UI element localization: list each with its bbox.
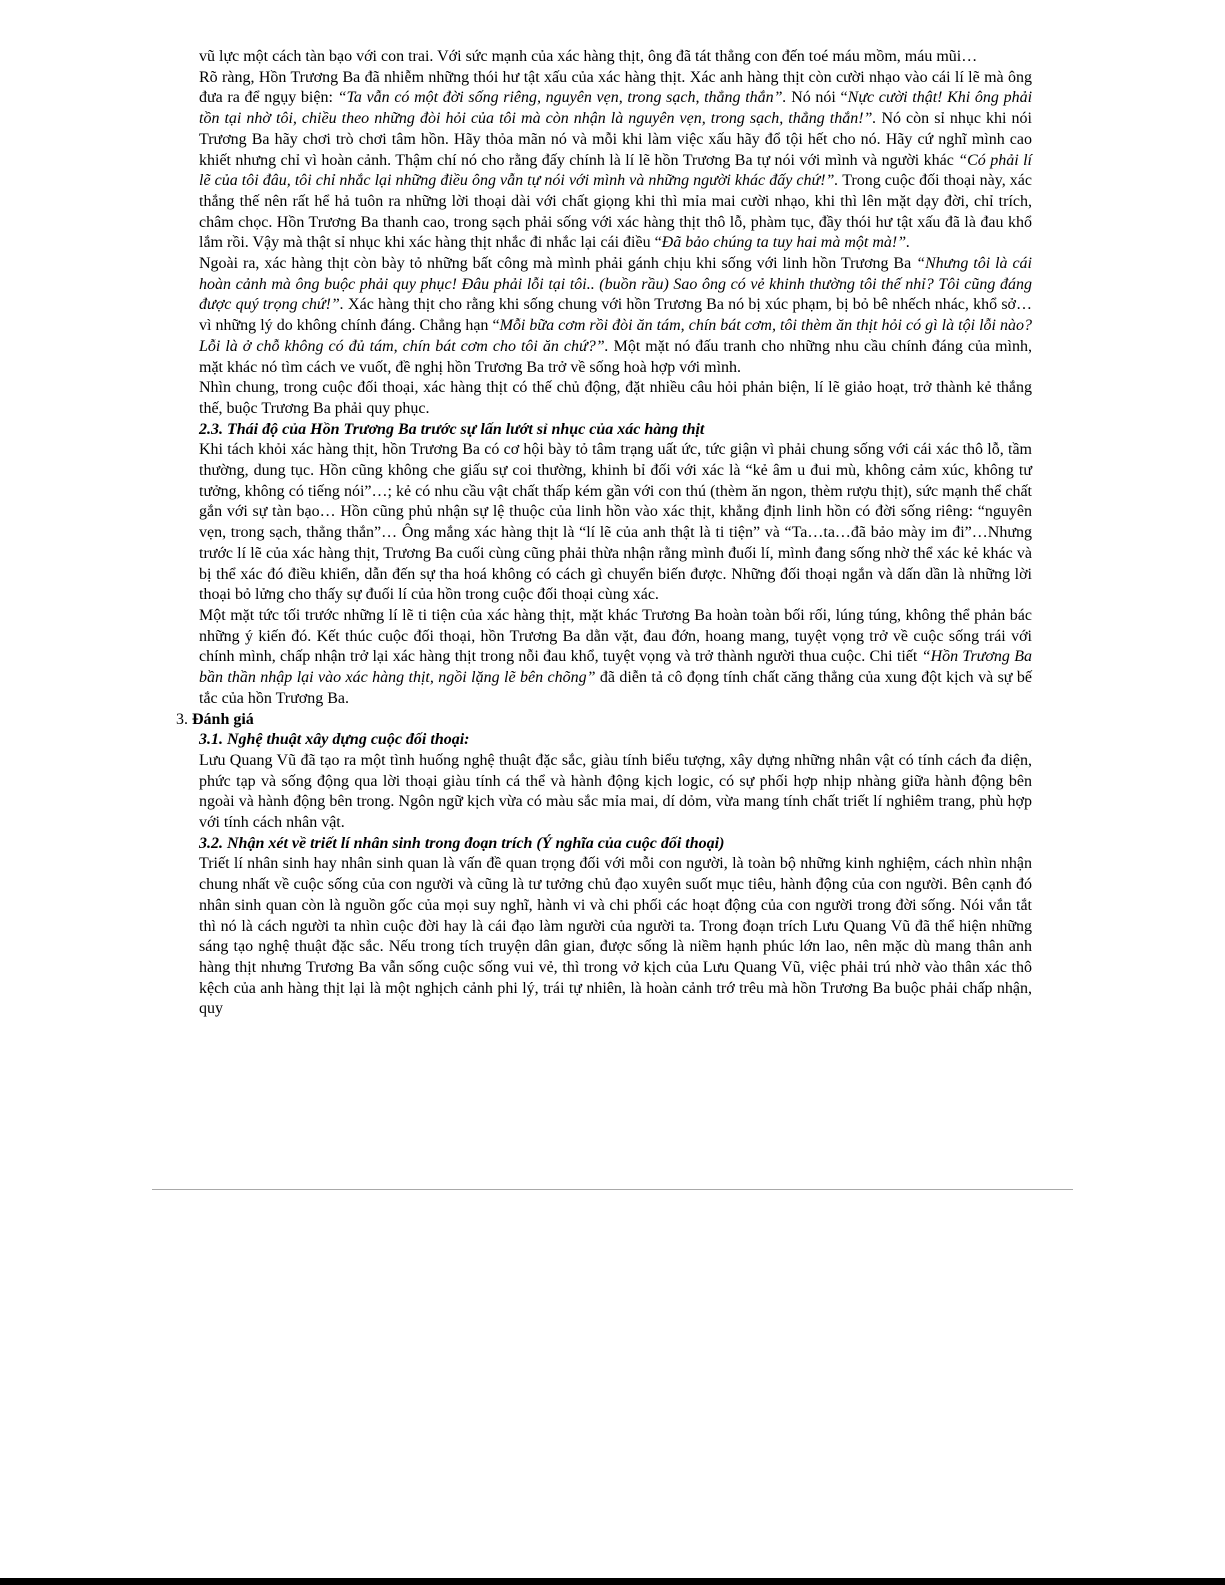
page-separator: [152, 1189, 1073, 1190]
text-run: đã diễn tả cô đọng tính chất căng thẳng của xung đột kịch và sự bế tắc của hồn Trương Ba.: [199, 669, 1032, 707]
text-run: Nhìn chung, trong cuộc đối thoại, xác hàng thịt có thế chủ động, đặt nhiều câu hỏi phản biện, lí lẽ giảo hoạt, trở thành kẻ thắng thế, buộc Trương Ba phải quy phục.: [199, 379, 1032, 417]
text-run: Nó còn sỉ nhục khi nói Trương Ba hãy chơi trò chơi tâm hồn. Hãy thỏa mãn nó và mỗi khi làm việc xấu hãy đổ tội hết cho nó. Hãy cứ nghĩ mình cao khiết nhưng chỉ vì hoàn cảnh. Thậm chí nó cho rằng đấy chính là lí lẽ hồn Trương Ba tự nói với mình và người khác: [199, 110, 1032, 169]
text-run: Lưu Quang Vũ đã tạo ra một tình huống nghệ thuật đặc sắc, giàu tính biểu tượng, xây dựng những nhân vật có tính cách đa diện, phức tạp và sống động qua lời thoại giàu tính cá thể và hành động kịch logic, có sự phối hợp nhịp nhàng giữa hành động bên ngoài và hành động bên trong. Ngôn ngữ kịch vừa có màu sắc mỉa mai, dí dỏm, vừa mang tính chất triết lí nghiêm trang, phù hợp với tính cách nhân vật.: [199, 751, 1032, 832]
document-body: [176, 47, 1033, 1020]
paragraph-violence: [199, 47, 1032, 68]
quote-run: Đã bảo chúng ta tuy hai mà một mà!”.: [661, 234, 911, 252]
quote-run: “Hồn Trương Ba bần thần nhập lại vào xác hàng thịt, ngồi lặng lẽ bên chõng”: [199, 648, 1033, 687]
paragraph-corruption: [199, 68, 1032, 254]
heading-3-1: 3.1. Nghệ thuật xây dựng cuộc đối thoại:: [199, 731, 470, 749]
text-run: Triết lí nhân sinh hay nhân sinh quan là vấn đề quan trọng đối với mỗi con người, là toàn bộ những kinh nghiệm, cách nhìn nhận chung nhất về cuộc sống của con người và cũng là tư tưởng chủ đạo xuyên suốt mục tiêu, hành động của con người. Bên cạnh đó nhân sinh quan còn là nguồn gốc của mọi suy nghĩ, hành vi và chi phối các hoạt động của con người trong đời sống. Nói vắn tắt thì nó là cách người ta nhìn cuộc đời hay là cái đạo làm người của người ta. Trong đoạn trích Lưu Quang Vũ đã thể hiện những sáng tạo nghệ thuật đặc sắc. Nếu trong tích truyện dân gian, được sống là niềm hạnh phúc lớn lao, nên mặc dù mang thân anh hàng thịt nhưng Trương Ba vẫn sống cuộc sống vui vẻ, thì trong vở kịch của Lưu Quang Vũ, việc phải trú nhờ vào thân xác thô kệch của anh hàng thịt lại là một nghịch cảnh phi lý, trái tự nhiên, là hoàn cảnh trớ trêu mà hồn Trương Ba buộc phải chấp nhận, quy: [199, 855, 1032, 1018]
quote-run: Mỗi bữa cơm rồi đòi ăn tám, chín bát cơm, tôi thèm ăn thịt hỏi có gì là tội lỗi nào? Lỗi là ở chỗ không có đủ tám, chín bát cơm cho tôi ăn chứ?”.: [199, 317, 1033, 355]
heading-text: Đánh giá: [192, 710, 254, 728]
paragraph-injustice: [199, 254, 1032, 378]
quote-run: “Ta vẫn có một đời sống riêng, nguyên vẹn, trong sạch, thẳng thắn”.: [337, 89, 787, 107]
text-run: Một mặt nó đấu tranh cho những nhu cầu chính đáng của mình, mặt khác nó tìm cách ve vuốt, đề nghị hồn Trương Ba trở về sống hoà hợp với mình.: [199, 337, 1032, 376]
text-run: Nó nói “: [786, 89, 848, 107]
text-run: Ngoài ra, xác hàng thịt còn bày tỏ những bất công mà mình phải gánh chịu khi sống với linh hồn Trương Ba: [199, 255, 917, 273]
text-run: Khi tách khỏi xác hàng thịt, hồn Trương Ba có cơ hội bày tỏ tâm trạng uất ức, tức giận vì phải chung sống với cái xác thô lỗ, tầm thường, dung tục. Hồn cũng không che giấu sự coi thường, khinh bỉ đối với xác là “kẻ âm u đui mù, không cảm xúc, không tư tưởng, không có tiếng nói”…; kẻ có nhu cầu vật chất thấp kém gần với con thú (thèm ăn ngon, thèm rượu thịt), sức mạnh thể chất gắn với sự tàn bạo… Hồn cũng phủ nhận sự lệ thuộc của linh hồn vào xác thịt, khẳng định linh hồn có đời sống riêng: “nguyên vẹn, trong sạch, thẳng thắn”… Ông mắng xác hàng thịt là “lí lẽ của anh thật là ti tiện” và “Ta…ta…đã bảo mày im đi”…Nhưng trước lí lẽ của xác hàng thịt, Trương Ba cuối cùng cũng phải thừa nhận rằng mình đuối lí, mình đang sống nhờ thể xác kẻ khác và bị thể xác đó điều khiển, dẫn đến sự tha hoá không có cách gì chuyển biến được. Những đối thoại ngắn và dấn dần là những lời thoại bỏ lửng cho thấy sự đuối lí của hồn trong cuộc đối thoại cùng xác.: [199, 441, 1032, 604]
quote-run: Nực cười thật! Khi ông phải tồn tại nhờ tôi, chiều theo những đòi hỏi của tôi mà còn nhận là nguyên vẹn, trong sạch, thẳng thắn!”.: [199, 89, 1033, 128]
paragraph-philosophy: [199, 854, 1032, 1020]
paragraph-soul-attitude: [199, 440, 1032, 606]
quote-run: “Có phải lí lẽ của tôi đâu, tôi chỉ nhắc lại những điều ông vẫn tự nói với mình và những người khác đấy chứ!”.: [199, 151, 1032, 190]
bottom-edge-bar: [0, 1578, 1225, 1585]
text-run: vũ lực một cách tàn bạo với con trai. Với sức mạnh của xác hàng thịt, ông đã tát thẳng con đến toé máu mồm, máu mũi…: [199, 48, 978, 65]
paragraph-defeat: [199, 606, 1032, 710]
heading-3: [176, 710, 1032, 731]
text-run: Xác hàng thịt cho rằng khi sống chung với hồn Trương Ba nó bị xúc phạm, bị bỏ bê nhếch nhác, khổ sở…vì những lý do không chính đáng. Chẳng hạn “: [199, 296, 1033, 335]
heading-3-2: 3.2. Nhận xét về triết lí nhân sinh trong đoạn trích (Ý nghĩa của cuộc đối thoại): [199, 834, 725, 852]
text-run: Trong cuộc đối thoại này, xác thắng thế nên rất hể hả tuôn ra những lời thoại dài với chất giọng khi thì mỉa mai cười nhạo, khi thì lên mặt dạy đời, chỉ trích, châm chọc. Hồn Trương Ba thanh cao, trong sạch phải sống với xác hàng thịt thô lỗ, phàm tục, đầy thói hư tật xấu đã là đau khổ lắm rồi. Vậy mà thật sỉ nhục khi xác hàng thịt nhắc đi nhắc lại cái điều “: [199, 172, 1032, 252]
quote-run: “Nhưng tôi là cái hoàn cảnh mà ông buộc phải quy phục! Đâu phải lỗi tại tôi.. (buồn rầu) Sao ông có vẻ khinh thường tôi thế nhỉ? Tôi cũng đáng được quý trọng chứ!”.: [199, 255, 1032, 314]
paragraph-art: [199, 751, 1032, 834]
paragraph-summary: [199, 378, 1032, 419]
heading-number: 3.: [176, 710, 192, 728]
heading-2-3: 2.3. Thái độ của Hồn Trương Ba trước sự lấn lướt sỉ nhục của xác hàng thịt: [199, 420, 705, 438]
text-run: Rõ ràng, Hồn Trương Ba đã nhiễm những thói hư tật xấu của xác hàng thịt. Xác anh hàng thịt còn cười nhạo vào cái lí lẽ mà ông đưa ra để ngụy biện:: [199, 68, 1032, 107]
text-run: Một mặt tức tối trước những lí lẽ ti tiện của xác hàng thịt, mặt khác Trương Ba hoàn toàn bối rối, lúng túng, không thể phản bác những ý kiến đó. Kết thúc cuộc đối thoại, hồn Trương Ba dằn vặt, đau đớn, hoang mang, tuyệt vọng trở về cuộc sống trái với chính mình, chấp nhận trở lại xác hàng thịt trong nỗi đau khổ, tuyệt vọng và trở thành người thua cuộc. Chi tiết: [199, 606, 1032, 666]
